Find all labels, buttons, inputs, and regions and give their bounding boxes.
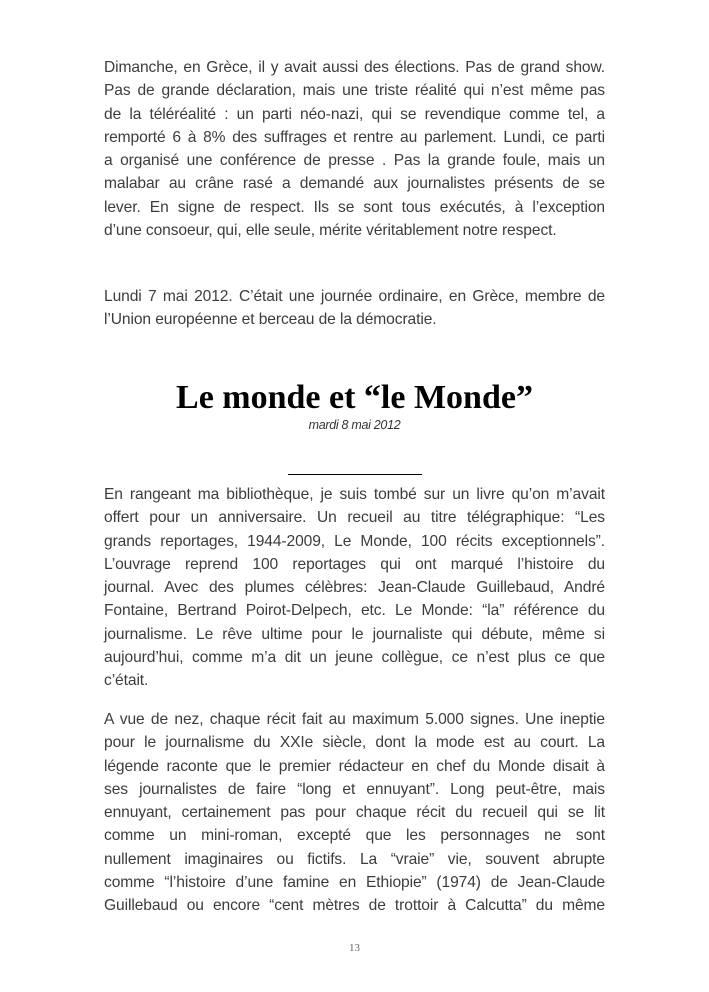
text-line: nullement imaginaires ou fictifs. La “vraie” vie, souvent abrupte bbox=[104, 850, 605, 868]
text-line: d’une consoeur, qui, elle seule, mérite véritablement notre respect. bbox=[104, 222, 557, 240]
text-line: comme un mini-roman, excepté que les personnages ne sont bbox=[104, 827, 605, 845]
text-line: remporté 6 à 8% des suffrages et rentre au parlement. Lundi, ce parti bbox=[104, 128, 605, 146]
text-line: grands reportages, 1944-2009, Le Monde, 100 récits exceptionnels”. bbox=[104, 532, 605, 550]
text-line: En rangeant ma bibliothèque, je suis tombé sur un livre qu’on m’avait bbox=[104, 486, 605, 503]
text-line: a organisé une conférence de presse . Pas la grande foule, mais un bbox=[104, 152, 605, 170]
text-line: ses journalistes de faire “long et ennuyant”. Long peut-être, mais bbox=[104, 780, 605, 798]
text-line: A vue de nez, chaque récit fait au maximum 5.000 signes. Une ineptie bbox=[104, 711, 605, 728]
text-line: ennuyant, certainement pas pour chaque récit du recueil qui se lit bbox=[104, 804, 605, 822]
body-paragraph bbox=[104, 285, 605, 332]
page-number: 13 bbox=[349, 942, 360, 954]
text-line: L’ouvrage reprend 100 reportages qui ont marqué l’histoire du bbox=[104, 555, 605, 573]
text-line: Dimanche, en Grèce, il y avait aussi des élections. Pas de grand show. bbox=[104, 59, 605, 76]
text-line: légende raconte que le premier rédacteur en chef du Monde disait à bbox=[104, 757, 605, 775]
article-date: mardi 8 mai 2012 bbox=[308, 418, 401, 432]
text-line: journalisme. Le rêve ultime pour le journaliste qui débute, même si bbox=[104, 625, 605, 643]
text-line: aujourd’hui, comme m’a dit un jeune collègue, ce n’est plus ce que bbox=[104, 649, 605, 667]
text-line: l’Union européenne et berceau de la démocratie. bbox=[104, 311, 437, 329]
text-line: offert pour un anniversaire. Un recueil au titre télégraphique: “Les bbox=[104, 509, 605, 527]
title-separator bbox=[288, 474, 422, 475]
body-paragraph bbox=[104, 56, 605, 242]
article-title: Le monde et “le Monde” bbox=[176, 379, 533, 416]
text-line: c’était. bbox=[104, 672, 149, 690]
text-line: Pas de grande déclaration, mais une triste réalité qui n’est même pas bbox=[104, 82, 605, 100]
text-line: lever. En signe de respect. Ils se sont tous exécutés, à l’exception bbox=[104, 198, 605, 216]
body-paragraph bbox=[104, 483, 605, 693]
text-line: comme “l’histoire d’une famine en Ethiopie” (1974) de Jean-Claude bbox=[104, 874, 605, 892]
text-line: malabar au crâne rasé a demandé aux journalistes présents de se bbox=[104, 175, 605, 193]
text-line: Lundi 7 mai 2012. C’était une journée ordinaire, en Grèce, membre de bbox=[104, 288, 605, 305]
text-line: pour le journalisme du XXIe siècle, dont la mode est au court. La bbox=[104, 734, 605, 752]
body-paragraph bbox=[104, 708, 605, 918]
text-line: Fontaine, Bertrand Poirot-Delpech, etc. Le Monde: “la” référence du bbox=[104, 602, 605, 620]
text-line: de la téléréalité : un parti néo-nazi, qui se revendique comme tel, a bbox=[104, 105, 605, 123]
text-line: Guillebaud ou encore “cent mètres de trottoir à Calcutta” du même bbox=[104, 897, 605, 915]
text-line: journal. Avec des plumes célèbres: Jean-Claude Guillebaud, André bbox=[104, 579, 605, 597]
